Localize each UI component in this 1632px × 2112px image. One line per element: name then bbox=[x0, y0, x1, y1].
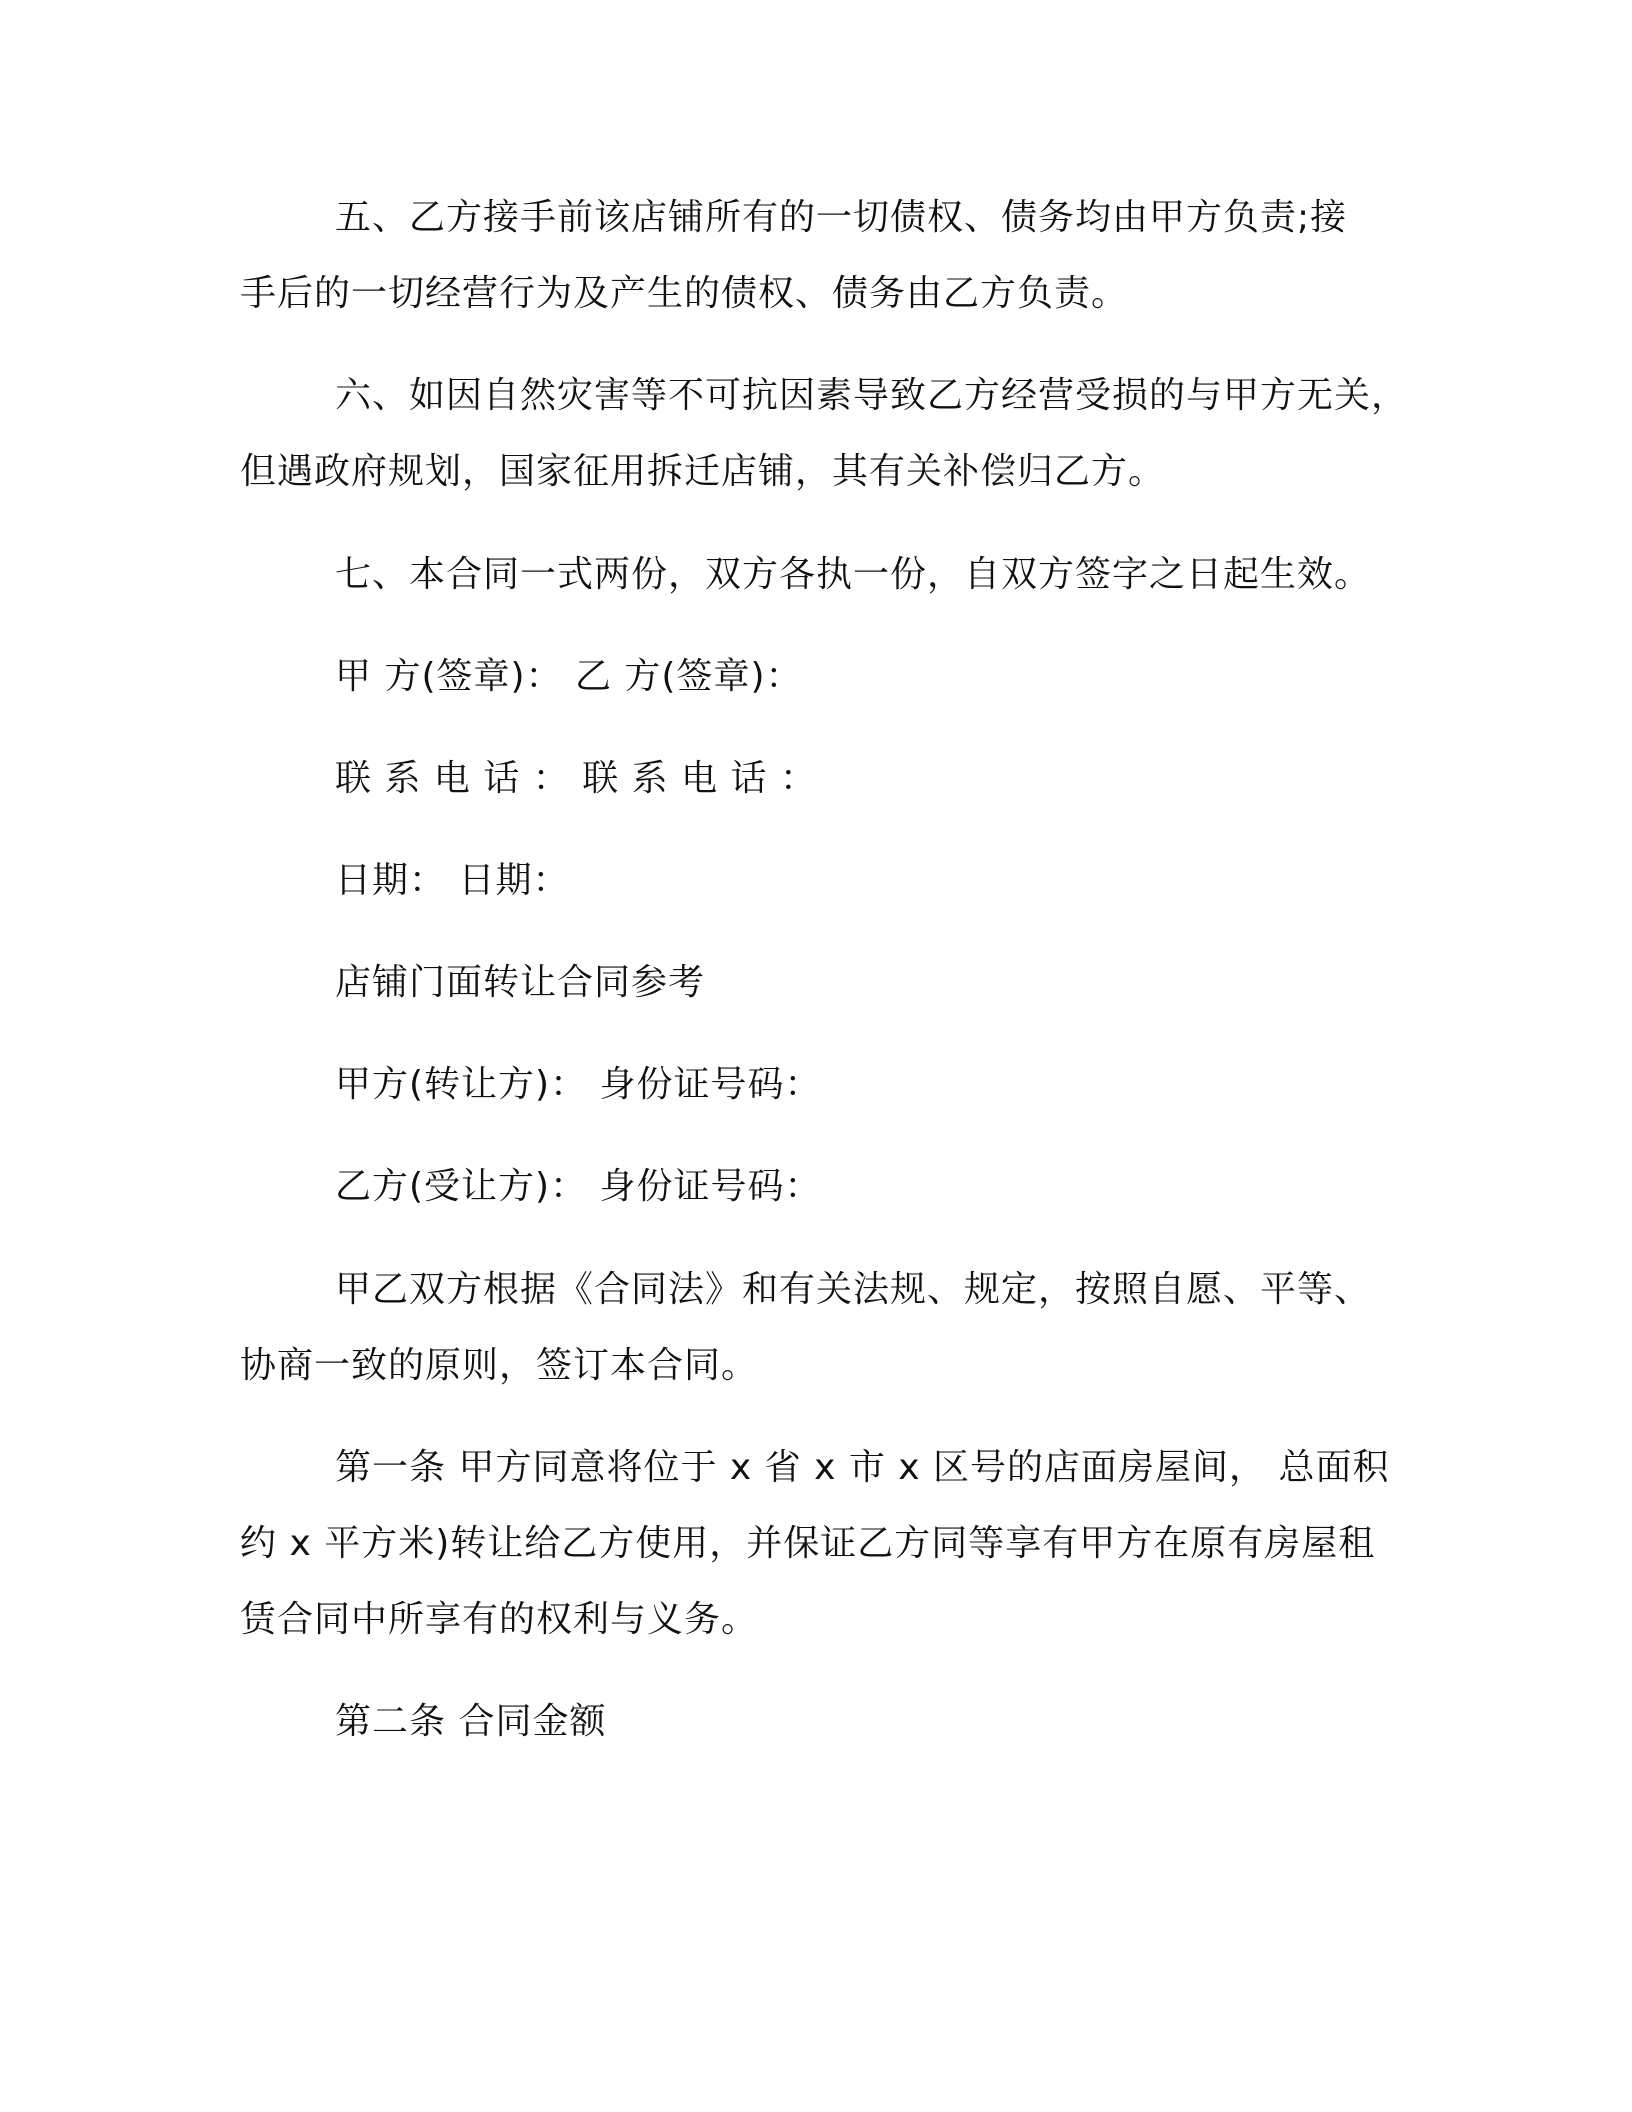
party-a-line: 甲方(转让方)： 身份证号码： bbox=[335, 1064, 822, 1105]
clause-7: 七、本合同一式两份，双方各执一份，自双方签字之日起生效。 bbox=[335, 554, 1372, 595]
preamble-line-2: 协商一致的原则，签订本合同。 bbox=[240, 1345, 759, 1386]
clause-6-line-1: 六、如因自然灾害等不可抗因素导致乙方经营受损的与甲方无关， bbox=[335, 375, 1409, 416]
article-1-line-2: 约 x 平方米)转让给乙方使用，并保证乙方同等享有甲方在原有房屋租 bbox=[240, 1523, 1376, 1564]
article-1-line-1: 第一条 甲方同意将位于 x 省 x 市 x 区号的店面房屋间， 总面积 bbox=[335, 1447, 1390, 1488]
phone-line: 联 系 电 话 ： 联 系 电 话 ： bbox=[335, 758, 817, 799]
article-2-heading: 第二条 合同金额 bbox=[335, 1701, 607, 1742]
signature-line: 甲 方(签章)： 乙 方(签章)： bbox=[335, 656, 803, 697]
party-b-line: 乙方(受让方)： 身份证号码： bbox=[335, 1166, 822, 1207]
date-line: 日期： 日期： bbox=[335, 860, 570, 901]
article-1-line-3: 赁合同中所享有的权利与义务。 bbox=[240, 1599, 759, 1640]
section-title: 店铺门面转让合同参考 bbox=[335, 962, 706, 1003]
clause-5-line-1: 五、乙方接手前该店铺所有的一切债权、债务均由甲方负责;接 bbox=[335, 197, 1348, 238]
clause-5-line-2: 手后的一切经营行为及产生的债权、债务由乙方负责。 bbox=[240, 273, 1129, 314]
preamble-line-1: 甲乙双方根据《合同法》和有关法规、规定，按照自愿、平等、 bbox=[335, 1269, 1372, 1310]
clause-6-line-2: 但遇政府规划，国家征用拆迁店铺，其有关补偿归乙方。 bbox=[240, 451, 1166, 492]
